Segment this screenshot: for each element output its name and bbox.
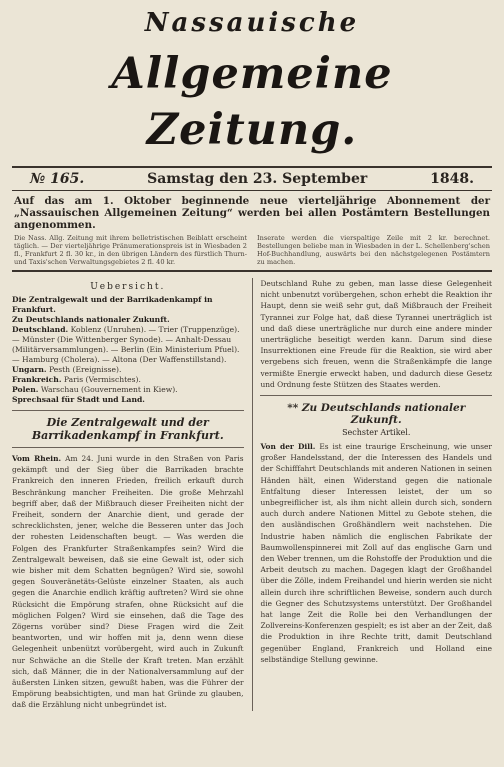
toc-list bbox=[12, 295, 244, 405]
masthead-top: Nassauische bbox=[144, 8, 360, 38]
article-subtitle: Sechster Artikel. bbox=[342, 428, 411, 438]
article-body-zentralgewalt: Vom Rhein. Am 24. Juni wurde in den Straßen von Paris gekämpft und der Sieg über die Barrikaden brachte Frankreich den inneren Frieden, freilich erkauft durch Beschränkung mancher Freiheiten. Die große Mehrzahl begriff aber, daß der Mißbrauch dieser Freiheiten nicht der Freiheit, sondern der Anarchie dient, und gerade der schrecklichsten, jener, welche die Besseren unter das Joch der rohesten Leidenschaften beugt. — Was werden die Folgen des Frankfurter Straßenkampfes sein? Wird die Zentralgewalt beweisen, daß sie eine Gewalt ist, oder sich wie bisher mit dem Schatten begnügen? Wird sie, sowohl gegen Souveränetäts-Gelüste einzelner Staaten, als auch gegen die Anarchie endlich kräftig auftreten? Wird sie ohne Rücksicht die Empörung strafen, ohne Rücksicht auf die möglichen Folgen? Wird sie einsehen, daß die Tage des Zögerns vorüber sind? Diese Fragen wird die Zeit beantworten, und wir hoffen mit ja, denn wenn diese Gelegenheit unbenützt vorübergeht, wird auch in Zukunft nur Schwäche an die Stelle der Kraft treten. Man erzählt sich, daß Männer, die in der Nationalversammlung auf der äußersten Linken sitzen, gewußt haben, was die Führer der Empörung beabsichtigten, und man hat Gründe zu glauben, daß die Erzählung nicht unbegründet ist. bbox=[12, 454, 244, 710]
publication-info bbox=[12, 234, 492, 266]
toc-item: Deutschland. Koblenz (Unruhen). — Trier (Truppenzüge). — Münster (Die Wittenberger Synode). — Anhalt-Dessau (Militärversammlungen). — Berlin (Ein Ministerium Pfuel). — Hamburg (Cholera). — Altona (Der Waffenstillstand). bbox=[12, 325, 240, 364]
issue-number: № 165. bbox=[30, 171, 85, 187]
publication-info-right: Inserate werden die vierspaltige Zeile mit 2 kr. berechnet. Bestellungen beliebe man in Wiesbaden in der L. Schellenberg'schen Hof-Buchhandlung, auswärts bei den nächstgelegenen Postämtern zu machen. bbox=[257, 234, 490, 266]
section-divider bbox=[12, 447, 244, 448]
toc-item: Zu Deutschlands nationaler Zukunft. bbox=[12, 315, 170, 324]
dateline bbox=[12, 166, 492, 191]
publication-info-left: Die Nass. Allg. Zeitung mit ihrem belletristischen Beiblatt erscheint täglich. — Der vierteljährige Pränumerationspreis ist in Wiesbaden 2 fl., Frankfurt 2 fl. 30 kr., in den übrigen Ländern des fürstlich Thurn- und Taxis'schen Verwaltungsgebietes 2 fl. 40 kr. bbox=[14, 234, 247, 266]
section-divider bbox=[12, 410, 244, 411]
toc-item: Polen. Warschau (Gouvernement in Kiew). bbox=[12, 385, 178, 394]
left-column bbox=[12, 278, 244, 711]
toc-item: Frankreich. Paris (Vermischtes). bbox=[12, 375, 141, 384]
masthead-title: Allgemeine Zeitung. bbox=[111, 49, 393, 155]
columns bbox=[12, 278, 492, 711]
toc-heading: Uebersicht. bbox=[90, 282, 166, 292]
article-title-zukunft: ** Zu Deutschlands nationaler Zukunft. bbox=[287, 402, 466, 427]
column-separator bbox=[252, 278, 253, 711]
header-rule bbox=[12, 270, 492, 272]
issue-year: 1848. bbox=[430, 171, 474, 187]
article-title-zentralgewalt: Die Zentralgewalt und der Barrikadenkampf in Frankfurt. bbox=[31, 416, 224, 442]
issue-date: Samstag den 23. September bbox=[147, 171, 368, 187]
toc-item: Die Zentralgewalt und der Barrikadenkampf in Frankfurt. bbox=[12, 295, 213, 314]
article-continuation: Deutschland Ruhe zu geben, man lasse diese Gelegenheit nicht unbenutzt vorübergehen, schon erhebt die Reaktion ihr Haupt, denn sie weiß sehr gut, daß Mißbrauch der Freiheit Tyrannei zur Folge hat, daß diese Tyrannei unerträglich ist und daß diese unerträgliche nur durch eine andere minder unerträgliche beseitigt werden kann. Darum sind diese Insurrektionen eine Freude für die Reaktion, sie wird aber vergebens sich freuen, wenn die Straßenkämpfe die lange vermißte Energie erweckt haben, und dadurch diese Gesetz und Ordnung feste Stützen des Staates werden. bbox=[260, 279, 492, 389]
subscription-notice: Auf das am 1. Oktober beginnende neue vierteljährige Abonnement der „Nassauischen Allgemeinen Zeitung“ werden bei allen Postämtern Bestellungen angenommen. bbox=[14, 195, 490, 231]
right-column bbox=[260, 278, 492, 711]
article-body-zukunft: Von der Dill. Es ist eine traurige Erscheinung, wie unser großer Handelsstand, der die Interessen des Handels und der Schifffahrt Deutschlands mit anderen Nationen in seinen Händen hält, einen Widerstand gegen die nationale Entfaltung dieser Interessen leistet, der um so unbegreiflicher ist, als ihm nicht allein durch sich, sondern auch durch andere Nationen Mittel zu Gebote stehen, die den ausländischen Großhändlern weit nachstehen. Die Industrie haben nämlich die englischen Fabrikate der Baumwollenspinnerei mit Zoll auf das englische Garn und den Weber trennen, um die Rohstoffe der Produktion und die Arbeit deutsch zu machen. Dagegen klagt der Großhandel über die Zölle, indem Freihandel und hierin werden sie nicht allein durch ihre schriftlichen Beweise, sondern auch durch die Gegner des Schutzsystems unterstützt. Der Großhandel hat lange Zeit die Rolle bei den Verhandlungen der Zollvereins-Konferenzen gespielt; es ist aber an der Zeit, daß die Produktion in ihre Rechte tritt, damit Deutschland gegenüber England, Frankreich und Holland eine selbständige Stellung gewinne. bbox=[260, 442, 492, 664]
section-divider bbox=[260, 395, 492, 396]
toc-item: Sprechsaal für Stadt und Land. bbox=[12, 395, 145, 404]
toc-item: Ungarn. Pesth (Ereignisse). bbox=[12, 365, 122, 374]
